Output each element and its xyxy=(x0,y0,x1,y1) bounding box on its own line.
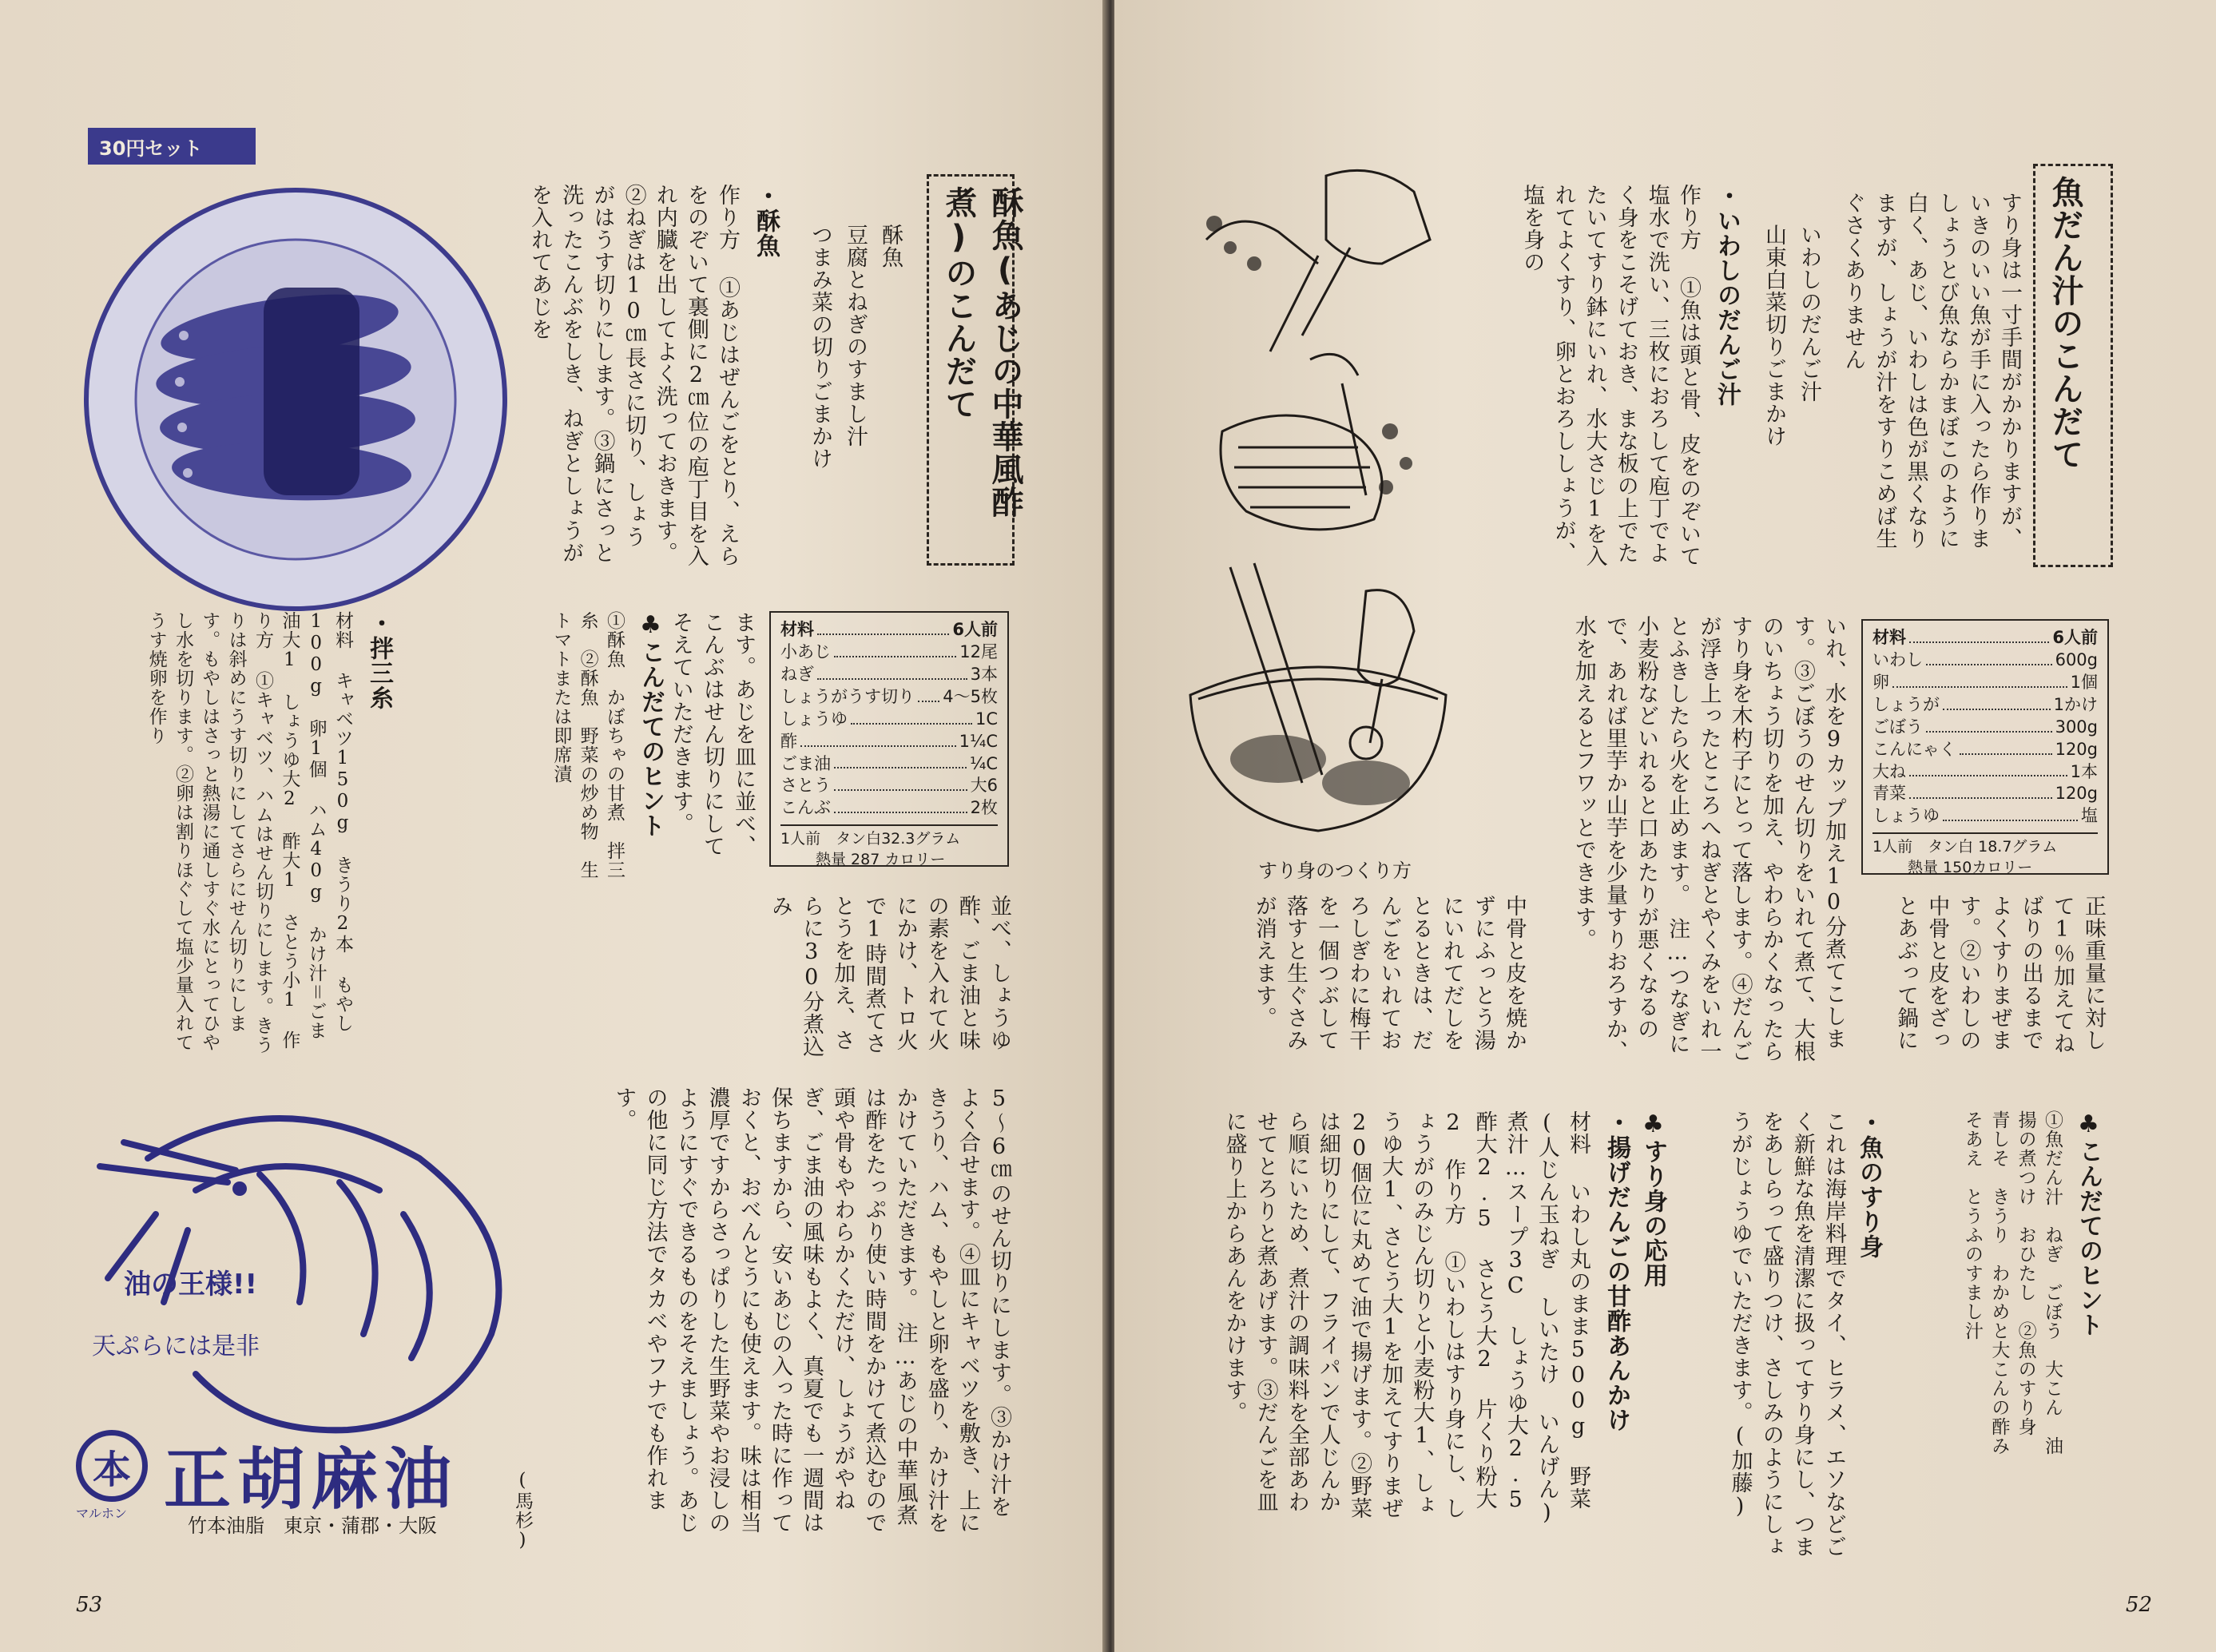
right-menu-2: 山東白菜切りごまかけ xyxy=(1761,224,1786,447)
left-menu-1: 酥魚 xyxy=(878,224,903,268)
left-title: 酥魚(あじの中華風酢煮)のこんだて xyxy=(940,186,1023,518)
left-s1-text: 作り方 ①あじはぜんごをとり、えらをのぞいて裏側に2㎝位の庖丁目を入れ内臓を出してよく洗っておきます。②ねぎは10㎝長さに切り、しょうがはうす切りにします。③鍋にさっと洗ったこんぶをしき、ねぎとしょうがを入れてあじを xyxy=(527,184,740,567)
right-s1-head: ・いわしのだんご汁 xyxy=(1713,184,1741,407)
left-s1-head: ・酥魚 xyxy=(752,184,780,258)
right-top-right-text: 正味重量に対して1％加えてねばりの出るまでよくすりまぜます。②いわしの中骨と皮をざっとあぶって鍋に xyxy=(1893,895,2106,1054)
left-lower-mid: 並べ、しょうゆ酢、ごま油と味の素を入れて火にかけ、トロ火で1時間煮てさとうを加え、さらに30分煮込み xyxy=(768,895,1011,1058)
left-hint-head: ♣こんだてのヒント xyxy=(637,611,665,838)
left-ingredient-table: 材料 6人前 小あじ 12尾 ねぎ 3本 しょうがうす切り 4〜5枚 しょうゆ 1C 酢 1¼C ごま油 ¼C さとう 大6 こんぶ 2枚 1人前 タン白32.3グラム 熱量 287 カロリー xyxy=(769,611,1009,867)
ad-company: 竹本油脂 東京・蒲郡・大阪 xyxy=(188,1515,437,1537)
price-tag: 30円セット xyxy=(88,128,256,165)
right-ingredient-table: 材料 6人前 いわし 600g 卵 1個 しょうが 1かけ ごぼう 300g こんにゃく 120g 大ね 1本 青菜 120g しょうゆ 塩 1人前 タン白 18.7グラム 熱量 150カロリー xyxy=(1861,619,2109,875)
right-menu-1: いわしのだんご汁 xyxy=(1797,224,1821,403)
sesame-oil-ad xyxy=(76,1094,523,1558)
right-s3-sub: ・揚げだんごの甘酢あんかけ xyxy=(1602,1110,1630,1432)
mortar-grinding-illustration xyxy=(1182,559,1454,847)
right-hint-head: ♣こんだてのヒント xyxy=(2075,1110,2103,1337)
right-s2-text: これは海岸料理でタイ、ヒラメ、エソなどごく新鮮な魚を清潔に扱ってすり身にし、つまをあしらって盛りつけ、さしみのようにしょうがじょうゆでいただきます。(加藤) xyxy=(1727,1110,1846,1558)
right-mid-right-text: 中骨と皮を焼かずにふっとう湯にいれてだしをとるときは、だんごをいれておろしぎわに梅干を一個つぶして落すと生ぐさみが消えます。 xyxy=(1251,895,1527,1051)
right-s2-head: ・魚のすり身 xyxy=(1855,1110,1883,1259)
right-s3-text: 材料 いわし丸のまま500g 野菜(人じん玉ねぎ しいたけ いんげん) 煮汁…スープ3C しょうゆ大2.5 酢大2.5 さとう大2 片くり粉大2 作り方 ①いわしはすり身にし、しょうがのみじん切りと小麦粉大1、しょうゆ大1、さとう大1を加えてすりまぜ20個位に丸めて油で揚げます。②野菜は細切りにして、フライパンで人じんから順にいため、煮汁の調味料を全部あわせてとろりと煮あげます。③だんごを皿に盛り上からあんをかけます。 xyxy=(1221,1110,1591,1526)
knife-chopping-illustration xyxy=(1190,144,1446,543)
left-hint-list: ①酥魚 かぼちゃの甘煮 拌三糸 ②酥魚 野菜の炒め物 生トマトまたは即席漬 xyxy=(550,611,625,880)
fish-plate-photo xyxy=(80,184,511,615)
right-page-number: 52 xyxy=(2125,1593,2152,1617)
left-title-box xyxy=(927,174,1023,566)
left-page xyxy=(0,0,1106,1652)
right-mid-text: いれ、水を9カップ加え10分煮てこします。③ごぼうのせん切りをいれて煮て、大根のいちょう切りを加え、やわらかくなったらすり身を木杓子にとって落します。④だんごが浮き上ったところへねぎとやくみをいれ一とふきしたら火を止めます。 注…つなぎに小麦粉などいれると口あたりが悪くなるので、あれば里芋か山芋を少量すりおろすか、水を加えるとフワッとできます。 xyxy=(1571,615,1846,1062)
ad-brand-mark xyxy=(76,1430,148,1502)
left-c1-text: ます。あじを皿に並べ、こんぶはせん切りにしてそえていただきます。 xyxy=(668,611,756,857)
right-hint-list: ①魚だん汁 ねぎ ごぼう 大こん 油揚の煮つけ おひたし ②魚のすり身 青しそ きうり わかめと大こんの酢みそあえ とうふのすまし汁 xyxy=(1961,1110,2063,1455)
right-page xyxy=(1114,0,2216,1652)
ad-mark-char: 本 xyxy=(92,1447,131,1492)
ad-mark-sub: マルホン xyxy=(76,1506,128,1521)
right-s3-head: ♣すり身の応用 xyxy=(1639,1110,1667,1288)
illustration-caption: すり身のつくり方 xyxy=(1258,860,1412,882)
ad-brand: 正胡麻油 xyxy=(164,1440,459,1519)
right-title: 魚だん汁のこんだて xyxy=(2047,176,2083,471)
left-page-number: 53 xyxy=(76,1593,103,1617)
right-s1-text: 作り方 ①魚は頭と骨、皮をのぞいて塩水で洗い、三枚におろして庖丁でよく身をこそげておき、まな板の上でたたいてすり鉢にいれ、水大さじ1を入れてよくすり、卵とおろししょうが、塩を身の xyxy=(1519,184,1701,567)
right-intro: すり身は一寸手間がかかりますが、いきのいい魚が手に入ったら作りましょうとび魚ならかまぼこのように白く、あじ、いわしは色が黒くなりますが、しょうが汁をすりこめば生ぐさくありません xyxy=(1841,192,2022,550)
ad-slogan: 油の王様!! xyxy=(124,1269,258,1301)
left-s2-text: 材料 キャベツ150g きうり2本 もやし100g 卵1個 ハム40g かけ汁＝ごま油大1 しょうゆ大2 酢大1 さとう小1 作り方 ①キャベツ、ハムはせん切りにします。きうりは斜めにうす切りにしてさらにせん切りにします。もやしはさっと熱湯に通しすぐ水にとってひやし水を切ります。②卵は割りほぐして塩少量入れてうす焼卵を作り xyxy=(145,611,353,1054)
left-menu-2: 豆腐とねぎのすまし汁 xyxy=(843,224,868,447)
right-title-box xyxy=(2033,164,2113,567)
left-lower-right: 5〜6㎝のせん切りにします。③かけ汁をよく合せます。④皿にキャベツを敷き、上にきうり、ハム、もやしと卵を盛り、かけ汁をかけていただきます。 注…あじの中華風煮は酢をたっぷり使い時間をかけて煮込むので頭や骨もやわらかくただけ、しょうがやねぎ、ごま油の風味もよく、真夏でも一週間は保ちますから、安いあじの入った時に作っておくと、おべんとうにも使えます。味は相当濃厚ですからさっぱりした生野菜やお浸しのようにすぐできるものをそえましょう。あじの他に同じ方法でタカベやフナでも作れます。 xyxy=(611,1086,1011,1534)
ad-subtitle: 天ぷらには是非 xyxy=(92,1332,260,1360)
left-author: (馬杉) xyxy=(512,1470,533,1551)
left-menu-3: つまみ菜の切りごまかけ xyxy=(808,224,832,470)
left-s2-head: ・拌三糸 xyxy=(365,611,393,710)
